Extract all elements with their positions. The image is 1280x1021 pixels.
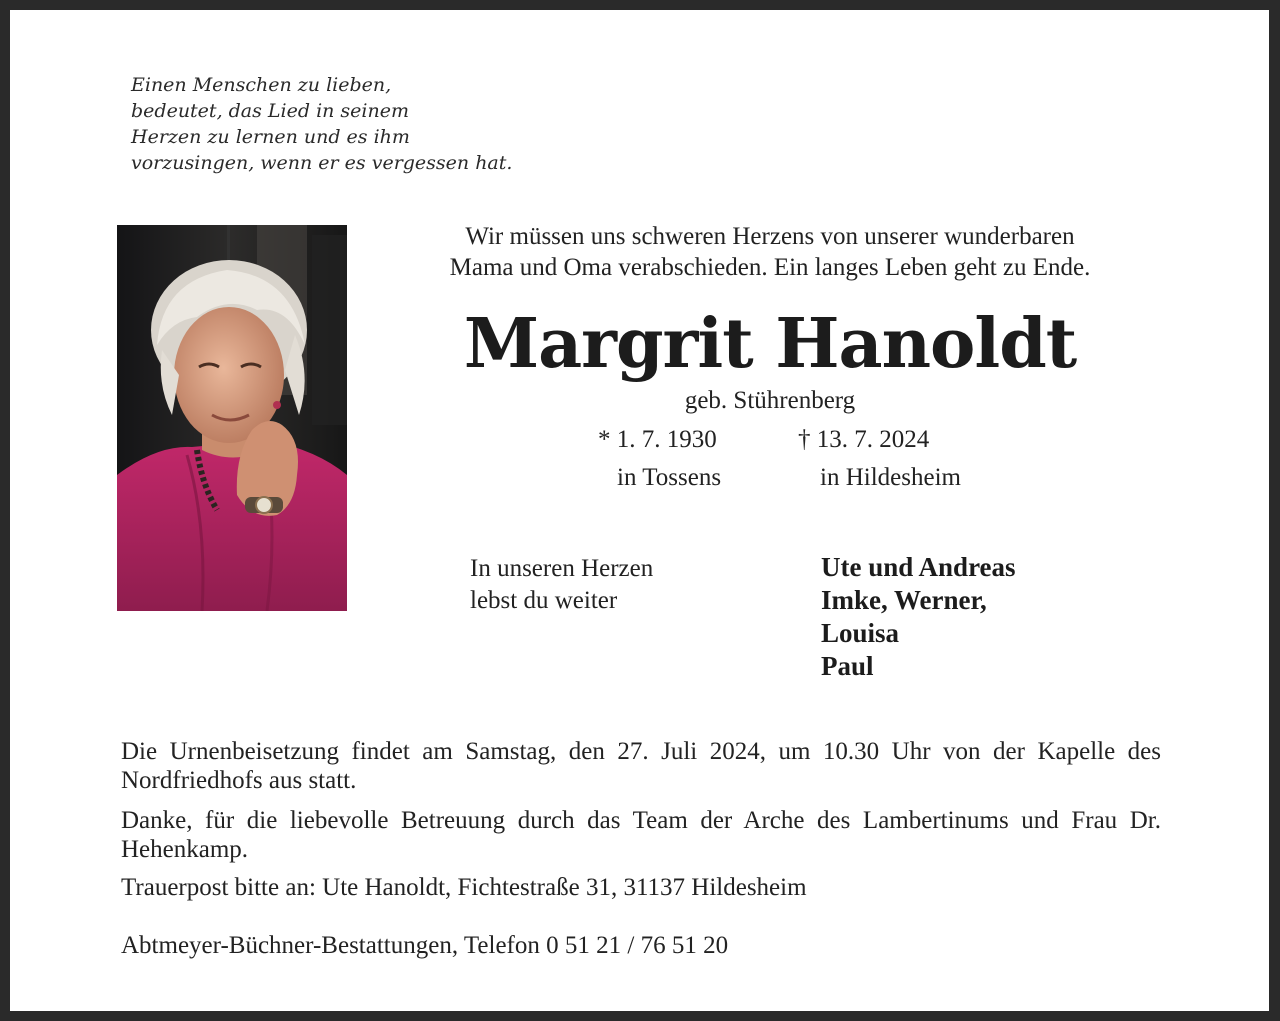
deceased-name: Margrit Hanoldt <box>463 304 1077 384</box>
motto-line: Einen Menschen zu lieben, <box>131 74 392 96</box>
birth-date: * 1. 7. 1930 <box>598 426 717 453</box>
birth-place: in Tossens <box>617 464 722 491</box>
maiden-name: geb. Stührenberg <box>684 387 856 414</box>
mail-address: Trauerpost bitte an: Ute Hanoldt, Fichtestraße 31, 31137 Hildesheim <box>121 874 807 901</box>
remembrance-line: In unseren Herzen <box>470 555 654 582</box>
undertaker-contact: Abtmeyer-Büchner-Bestattungen, Telefon 0 51 21 / 76 51 20 <box>121 932 729 959</box>
remembrance-line: lebst du weiter <box>470 587 618 614</box>
death-place: in Hildesheim <box>820 464 961 491</box>
motto-line: vorzusingen, wenn er es vergessen hat. <box>131 152 513 174</box>
motto-line: Herzen zu lernen und es ihm <box>131 126 410 148</box>
motto-poem <box>131 72 651 176</box>
mourner-line: Paul <box>821 651 874 681</box>
motto-line: bedeutet, das Lied in seinem <box>131 100 409 122</box>
burial-notice: Die Urnenbeisetzung findet am Samstag, den 27. Juli 2024, um 10.30 Uhr von der Kapelle des Nordfriedhofs aus statt. <box>121 738 1161 794</box>
intro-line: Mama und Oma verabschieden. Ein langes Leben geht zu Ende. <box>449 254 1091 281</box>
mourner-line: Imke, Werner, <box>821 585 987 615</box>
mourners-list <box>821 551 1016 683</box>
death-date: † 13. 7. 2024 <box>798 426 930 453</box>
remembrance-text <box>470 553 653 617</box>
mourner-line: Ute und Andreas <box>821 552 1016 582</box>
mourner-line: Louisa <box>821 618 900 648</box>
portrait-illustration <box>117 225 347 611</box>
thanks-notice: Danke, für die liebevolle Betreuung durch das Team der Arche des Lambertinums und Frau Dr. Hehenkamp. <box>121 807 1161 863</box>
intro-text <box>360 221 1180 283</box>
intro-line: Wir müssen uns schweren Herzens von unserer wunderbaren <box>465 223 1075 250</box>
portrait-photo <box>117 225 347 611</box>
